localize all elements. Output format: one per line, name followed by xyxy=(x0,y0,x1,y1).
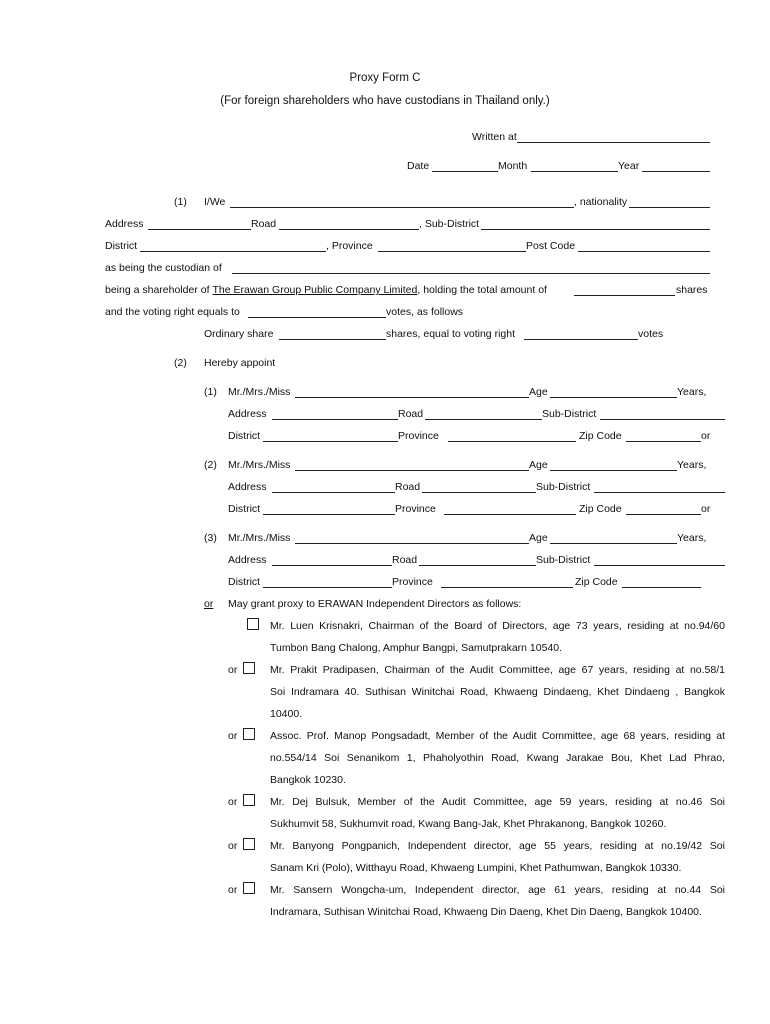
proxy-2-district-field[interactable] xyxy=(263,514,395,515)
proxy-3-subdistrict-label: Sub-District xyxy=(536,554,591,566)
iwe-label: I/We xyxy=(204,196,226,208)
director-5-or-label: or xyxy=(228,840,238,852)
proxy-3-subdistrict-field[interactable] xyxy=(594,565,725,566)
proxy-2-number: (2) xyxy=(204,459,217,471)
nationality-label: , nationality xyxy=(574,196,628,208)
proxy-2-name-field[interactable] xyxy=(295,470,529,471)
director-3-or-label: or xyxy=(228,730,238,742)
director-6-line-2: Indramara, Suthisan Winitchai Road, Khwaeng Din Daeng, Khet Din Daeng, Bangkok 10400. xyxy=(270,906,702,918)
proxy-3-province-field[interactable] xyxy=(441,587,573,588)
year-label: Year xyxy=(618,160,640,172)
director-4-or-label: or xyxy=(228,796,238,808)
nationality-field[interactable] xyxy=(629,207,710,208)
proxy-1-subdistrict-label: Sub-District xyxy=(542,408,597,420)
grant-proxy-label: May grant proxy to ERAWAN Independent Directors as follows: xyxy=(228,598,522,610)
total-shares-field[interactable] xyxy=(574,295,675,296)
month-label: Month xyxy=(498,160,528,172)
equal-voting-label: shares, equal to voting right xyxy=(386,328,515,340)
shareholder-name-field[interactable] xyxy=(230,207,574,208)
proxy-1-district-label: District xyxy=(228,430,261,442)
voting-right-field[interactable] xyxy=(248,317,386,318)
form-subtitle: (For foreign shareholders who have custodians in Thailand only.) xyxy=(220,95,550,107)
subdistrict-label: , Sub-District xyxy=(419,218,480,230)
proxy-3-district-label: District xyxy=(228,576,261,588)
proxy-3-road-label: Road xyxy=(392,554,418,566)
proxy-1-address-label: Address xyxy=(228,408,267,420)
proxy-2-province-field[interactable] xyxy=(444,514,576,515)
written-at-field[interactable] xyxy=(517,142,710,143)
proxy-3-zip-field[interactable] xyxy=(622,587,701,588)
director-3-checkbox[interactable] xyxy=(243,728,255,740)
year-field[interactable] xyxy=(642,171,710,172)
postcode-field[interactable] xyxy=(578,251,710,252)
director-1-line-2: Tumbon Bang Chalong, Amphur Bangpi, Samutprakarn 10540. xyxy=(270,642,563,654)
proxy-3-number: (3) xyxy=(204,532,217,544)
director-4-line-1: Mr. Dej Bulsuk, Member of the Audit Committee, age 59 years, residing at no.46 Soi xyxy=(270,796,725,808)
district-field[interactable] xyxy=(140,251,326,252)
custodian-label: as being the custodian of xyxy=(105,262,222,274)
director-5-line-2: Sanam Kri (Polo), Witthayu Road, Khwaeng Lumpini, Khet Pathumwan, Bangkok 10330. xyxy=(270,862,682,874)
director-3-line-2: no.554/14 Soi Senanikom 1, Phaholyothin Road, Kwang Jarakae Bou, Khet Lad Phrao, xyxy=(270,752,725,764)
votes-label: votes xyxy=(638,328,664,340)
votes-follows-label: votes, as follows xyxy=(386,306,464,318)
proxy-1-subdistrict-field[interactable] xyxy=(600,419,725,420)
proxy-1-address-field[interactable] xyxy=(272,419,398,420)
hereby-appoint-label: Hereby appoint xyxy=(204,357,276,369)
proxy-3-years-label: Years, xyxy=(677,532,707,544)
subdistrict-field[interactable] xyxy=(481,229,710,230)
proxy-1-province-label: Province xyxy=(398,430,439,442)
postcode-label: Post Code xyxy=(526,240,576,252)
director-6-or-label: or xyxy=(228,884,238,896)
proxy-1-number: (1) xyxy=(204,386,217,398)
proxy-2-address-label: Address xyxy=(228,481,267,493)
equal-voting-field[interactable] xyxy=(524,339,638,340)
proxy-2-subdistrict-label: Sub-District xyxy=(536,481,591,493)
director-3-line-3: Bangkok 10230. xyxy=(270,774,346,786)
shares-label: shares xyxy=(676,284,708,296)
director-3-line-1: Assoc. Prof. Manop Pongsadadt, Member of the Audit Committee, age 68 years, residing at xyxy=(270,730,725,742)
proxy-3-age-field[interactable] xyxy=(550,543,677,544)
proxy-1-or-label: or xyxy=(701,430,711,442)
proxy-1-province-field[interactable] xyxy=(448,441,576,442)
proxy-2-zip-field[interactable] xyxy=(626,514,701,515)
written-at-label: Written at xyxy=(472,131,517,143)
proxy-3-name-field[interactable] xyxy=(295,543,529,544)
proxy-3-district-field[interactable] xyxy=(263,587,392,588)
proxy-3-zip-label: Zip Code xyxy=(575,576,618,588)
proxy-2-or-label: or xyxy=(701,503,711,515)
proxy-1-name-label: Mr./Mrs./Miss xyxy=(228,386,291,398)
voting-right-label: and the voting right equals to xyxy=(105,306,240,318)
director-5-checkbox[interactable] xyxy=(243,838,255,850)
proxy-2-age-field[interactable] xyxy=(550,470,677,471)
proxy-1-zip-label: Zip Code xyxy=(579,430,622,442)
director-1-line-1: Mr. Luen Krisnakri, Chairman of the Board of Directors, age 73 years, residing at no.94/60 xyxy=(270,620,725,632)
proxy-3-province-label: Province xyxy=(392,576,433,588)
form-title: Proxy Form C xyxy=(349,72,421,84)
proxy-2-age-label: Age xyxy=(529,459,548,471)
proxy-3-address-field[interactable] xyxy=(272,565,392,566)
section-2-number: (2) xyxy=(174,357,187,369)
director-2-line-2: Soi Indramara 40. Suthisan Winitchai Road, Khwaeng Dindaeng, Khet Dindaeng , Bangkok xyxy=(270,686,725,698)
proxy-2-subdistrict-field[interactable] xyxy=(594,492,725,493)
director-2-or-label: or xyxy=(228,664,238,676)
province-label: , Province xyxy=(326,240,373,252)
date-field[interactable] xyxy=(432,171,498,172)
director-2-line-1: Mr. Prakit Pradipasen, Chairman of the Audit Committee, age 67 years, residing at no.58/1 xyxy=(270,664,725,676)
proxy-1-name-field[interactable] xyxy=(295,397,529,398)
director-6-line-1: Mr. Sansern Wongcha-um, Independent director, age 61 years, residing at no.44 Soi xyxy=(270,884,725,896)
proxy-2-zip-label: Zip Code xyxy=(579,503,622,515)
road-label: Road xyxy=(251,218,277,230)
director-2-checkbox[interactable] xyxy=(243,662,255,674)
proxy-3-age-label: Age xyxy=(529,532,548,544)
holding-label: , holding the total amount of xyxy=(417,284,547,296)
proxy-2-province-label: Province xyxy=(395,503,436,515)
proxy-2-years-label: Years, xyxy=(677,459,707,471)
district-label: District xyxy=(105,240,138,252)
director-5-line-1: Mr. Banyong Pongpanich, Independent director, age 55 years, residing at no.19/42 Soi xyxy=(270,840,725,852)
address-field[interactable] xyxy=(148,229,251,230)
proxy-1-road-label: Road xyxy=(398,408,424,420)
ordinary-share-label: Ordinary share xyxy=(204,328,274,340)
proxy-2-road-field[interactable] xyxy=(422,492,536,493)
proxy-1-road-field[interactable] xyxy=(425,419,542,420)
proxy-1-age-field[interactable] xyxy=(550,397,677,398)
proxy-1-age-label: Age xyxy=(529,386,548,398)
ordinary-share-field[interactable] xyxy=(279,339,386,340)
proxy-3-address-label: Address xyxy=(228,554,267,566)
proxy-1-zip-field[interactable] xyxy=(626,441,701,442)
proxy-3-name-label: Mr./Mrs./Miss xyxy=(228,532,291,544)
proxy-2-address-field[interactable] xyxy=(272,492,395,493)
custodian-field[interactable] xyxy=(232,273,710,274)
road-field[interactable] xyxy=(279,229,419,230)
proxy-1-years-label: Years, xyxy=(677,386,707,398)
shareholder-line xyxy=(105,284,547,297)
month-field[interactable] xyxy=(531,171,618,172)
director-1-checkbox[interactable] xyxy=(247,618,259,630)
proxy-2-name-label: Mr./Mrs./Miss xyxy=(228,459,291,471)
proxy-2-road-label: Road xyxy=(395,481,421,493)
shareholder-prefix: being a shareholder of xyxy=(105,284,210,296)
director-2-line-3: 10400. xyxy=(270,708,303,720)
or-independent-label: or xyxy=(204,598,214,610)
director-4-checkbox[interactable] xyxy=(243,794,255,806)
date-label: Date xyxy=(407,160,430,172)
company-name: The Erawan Group Public Company Limited xyxy=(212,284,418,296)
section-1-number: (1) xyxy=(174,196,187,208)
director-4-line-2: Sukhumvit 58, Sukhumvit road, Kwang Bang-Jak, Khet Phrakanong, Bangkok 10260. xyxy=(270,818,667,830)
address-label: Address xyxy=(105,218,144,230)
province-field[interactable] xyxy=(378,251,526,252)
director-6-checkbox[interactable] xyxy=(243,882,255,894)
proxy-2-district-label: District xyxy=(228,503,261,515)
proxy-1-district-field[interactable] xyxy=(263,441,398,442)
proxy-3-road-field[interactable] xyxy=(419,565,536,566)
